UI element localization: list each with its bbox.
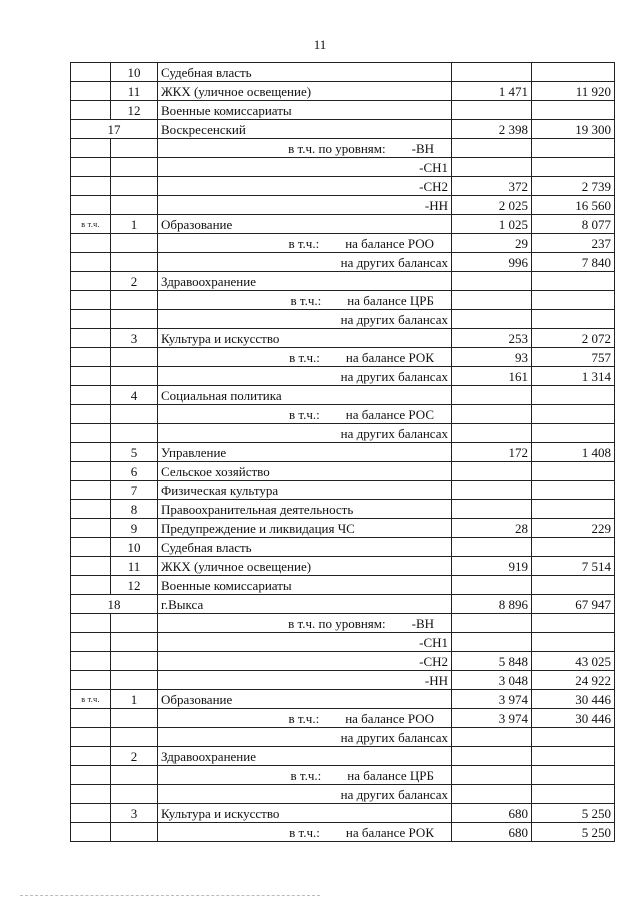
item-name-cell: Образование — [158, 215, 452, 234]
table-row — [71, 633, 615, 652]
value-cell-1: 3 048 — [452, 671, 532, 690]
subitem-label-cell: на других балансах — [158, 785, 452, 804]
subitem-prefix: в т.ч.: — [288, 710, 320, 726]
value-cell-1 — [452, 766, 532, 785]
value-cell-1: 3 974 — [452, 690, 532, 709]
value-cell-2: 30 446 — [532, 709, 615, 728]
marker-cell — [71, 158, 111, 177]
value-cell-2 — [532, 576, 615, 595]
marker-cell — [71, 804, 111, 823]
value-cell-2 — [532, 386, 615, 405]
marker-cell: в т.ч. — [71, 690, 111, 709]
table-row — [71, 405, 615, 424]
item-number-cell — [111, 766, 158, 785]
subitem-cell — [158, 405, 452, 424]
subitem-label-cell: -НН — [158, 196, 452, 215]
subitem-label-cell: -СН1 — [158, 158, 452, 177]
value-cell-1: 1 025 — [452, 215, 532, 234]
marker-cell — [71, 728, 111, 747]
item-number-cell — [111, 291, 158, 310]
value-cell-2: 1 408 — [532, 443, 615, 462]
value-cell-1 — [452, 310, 532, 329]
value-cell-1 — [452, 424, 532, 443]
subitem-label-cell: -СН2 — [158, 177, 452, 196]
item-name-cell: Военные комиссариаты — [158, 101, 452, 120]
table-row — [71, 519, 615, 538]
value-cell-2: 1 314 — [532, 367, 615, 386]
table-row — [71, 291, 615, 310]
item-number-cell: 2 — [111, 747, 158, 766]
item-number-cell — [111, 139, 158, 158]
table-row — [71, 101, 615, 120]
value-cell-2 — [532, 424, 615, 443]
marker-cell — [71, 63, 111, 82]
marker-cell — [71, 538, 111, 557]
value-cell-2: 2 739 — [532, 177, 615, 196]
subitem-prefix: в т.ч.: — [289, 406, 320, 422]
item-number-cell — [111, 709, 158, 728]
item-number-cell: 7 — [111, 481, 158, 500]
subitem-prefix: в т.ч.: — [289, 824, 320, 840]
table-row — [71, 253, 615, 272]
item-number-cell: 3 — [111, 329, 158, 348]
subitem-label-cell: на других балансах — [158, 310, 452, 329]
table-row — [71, 386, 615, 405]
value-cell-2: 19 300 — [532, 120, 615, 139]
item-number-cell: 3 — [111, 804, 158, 823]
item-number-cell: 9 — [111, 519, 158, 538]
subitem-prefix: в т.ч.: — [288, 235, 320, 251]
marker-cell — [71, 557, 111, 576]
value-cell-2: 8 077 — [532, 215, 615, 234]
table-row — [71, 329, 615, 348]
item-number-cell — [111, 253, 158, 272]
table-row — [71, 443, 615, 462]
marker-cell — [71, 253, 111, 272]
value-cell-2 — [532, 310, 615, 329]
subitem-cell — [158, 348, 452, 367]
table-row — [71, 690, 615, 709]
table-row — [71, 766, 615, 785]
subitem-label-cell: -НН — [158, 671, 452, 690]
subitem-label: на балансе РОС — [345, 406, 434, 422]
table-row — [71, 234, 615, 253]
budget-table — [70, 62, 615, 842]
table-row — [71, 177, 615, 196]
subitem-cell — [158, 139, 452, 158]
value-cell-1 — [452, 633, 532, 652]
marker-cell — [71, 823, 111, 842]
table-row — [71, 576, 615, 595]
marker-cell — [71, 139, 111, 158]
table-row — [71, 139, 615, 158]
table-row — [71, 671, 615, 690]
subitem-label: на балансе РОО — [345, 235, 434, 251]
item-name-cell: Физическая культура — [158, 481, 452, 500]
value-cell-1 — [452, 101, 532, 120]
value-cell-1: 680 — [452, 804, 532, 823]
table-row — [71, 614, 615, 633]
value-cell-2 — [532, 405, 615, 424]
item-number-cell: 10 — [111, 63, 158, 82]
value-cell-1: 29 — [452, 234, 532, 253]
table-row — [71, 595, 615, 614]
subitem-prefix: в т.ч.: — [290, 292, 322, 308]
table-row — [71, 310, 615, 329]
value-cell-1: 919 — [452, 557, 532, 576]
subitem-cell — [158, 766, 452, 785]
table-row — [71, 538, 615, 557]
item-number-cell: 1 — [111, 215, 158, 234]
marker-cell — [71, 177, 111, 196]
marker-cell — [71, 101, 111, 120]
marker-cell — [71, 785, 111, 804]
subitem-cell — [158, 614, 452, 633]
table-row — [71, 82, 615, 101]
item-name-cell: Сельское хозяйство — [158, 462, 452, 481]
value-cell-2 — [532, 291, 615, 310]
value-cell-2: 757 — [532, 348, 615, 367]
marker-cell — [71, 766, 111, 785]
value-cell-2 — [532, 747, 615, 766]
value-cell-1: 8 896 — [452, 595, 532, 614]
value-cell-1: 5 848 — [452, 652, 532, 671]
value-cell-2: 24 922 — [532, 671, 615, 690]
subitem-prefix: в т.ч.: — [289, 349, 320, 365]
item-number-cell — [111, 614, 158, 633]
item-name-cell: Судебная власть — [158, 538, 452, 557]
value-cell-2 — [532, 481, 615, 500]
table-row — [71, 158, 615, 177]
item-number-cell — [111, 177, 158, 196]
subitem-label: -ВН — [411, 615, 434, 631]
item-name-cell: ЖКХ (уличное освещение) — [158, 82, 452, 101]
marker-cell — [71, 652, 111, 671]
table-row — [71, 500, 615, 519]
value-cell-1 — [452, 576, 532, 595]
table-row — [71, 348, 615, 367]
table-row — [71, 823, 615, 842]
value-cell-1 — [452, 158, 532, 177]
value-cell-1 — [452, 500, 532, 519]
subitem-label-cell: на других балансах — [158, 367, 452, 386]
value-cell-2: 30 446 — [532, 690, 615, 709]
marker-cell — [71, 196, 111, 215]
subitem-prefix: в т.ч.: — [290, 767, 322, 783]
scan-edge-mark — [20, 895, 320, 898]
marker-cell — [71, 671, 111, 690]
item-number-cell — [111, 234, 158, 253]
item-number-cell: 10 — [111, 538, 158, 557]
item-number-cell: 1 — [111, 690, 158, 709]
marker-cell — [71, 443, 111, 462]
item-number-cell — [111, 728, 158, 747]
table-row — [71, 424, 615, 443]
value-cell-1 — [452, 139, 532, 158]
subitem-label: на балансе ЦРБ — [347, 767, 434, 783]
item-number-cell — [111, 196, 158, 215]
district-number-cell: 18 — [71, 595, 158, 614]
subitem-label: на балансе ЦРБ — [347, 292, 434, 308]
item-number-cell — [111, 158, 158, 177]
item-number-cell: 11 — [111, 557, 158, 576]
marker-cell — [71, 405, 111, 424]
value-cell-2: 237 — [532, 234, 615, 253]
subitem-label-cell: на других балансах — [158, 728, 452, 747]
subitem-label: на балансе РОК — [345, 824, 434, 840]
item-number-cell — [111, 310, 158, 329]
marker-cell — [71, 82, 111, 101]
value-cell-1 — [452, 462, 532, 481]
marker-cell — [71, 310, 111, 329]
value-cell-1: 253 — [452, 329, 532, 348]
table-row — [71, 728, 615, 747]
table-body — [71, 63, 615, 842]
subitem-label: -ВН — [411, 140, 434, 156]
value-cell-2 — [532, 614, 615, 633]
item-name-cell: Военные комиссариаты — [158, 576, 452, 595]
value-cell-1 — [452, 291, 532, 310]
item-number-cell: 2 — [111, 272, 158, 291]
item-name-cell: Судебная власть — [158, 63, 452, 82]
item-name-cell: Управление — [158, 443, 452, 462]
subitem-prefix: в т.ч. по уровням: — [288, 615, 386, 631]
subitem-label-cell: -СН1 — [158, 633, 452, 652]
value-cell-2 — [532, 63, 615, 82]
subitem-label-cell: -СН2 — [158, 652, 452, 671]
item-number-cell: 12 — [111, 101, 158, 120]
subitem-cell — [158, 291, 452, 310]
marker-cell — [71, 329, 111, 348]
item-number-cell: 4 — [111, 386, 158, 405]
table-row — [71, 481, 615, 500]
value-cell-2: 5 250 — [532, 823, 615, 842]
value-cell-1: 28 — [452, 519, 532, 538]
value-cell-1: 3 974 — [452, 709, 532, 728]
item-name-cell: Образование — [158, 690, 452, 709]
marker-cell — [71, 709, 111, 728]
value-cell-2 — [532, 633, 615, 652]
table-row — [71, 196, 615, 215]
marker-cell — [71, 234, 111, 253]
value-cell-1: 680 — [452, 823, 532, 842]
marker-cell — [71, 481, 111, 500]
value-cell-1 — [452, 63, 532, 82]
value-cell-1: 93 — [452, 348, 532, 367]
value-cell-1 — [452, 405, 532, 424]
value-cell-2: 11 920 — [532, 82, 615, 101]
item-number-cell — [111, 785, 158, 804]
value-cell-1 — [452, 614, 532, 633]
value-cell-2 — [532, 766, 615, 785]
item-number-cell — [111, 652, 158, 671]
marker-cell — [71, 500, 111, 519]
subitem-label: на балансе РОО — [345, 710, 434, 726]
value-cell-2 — [532, 158, 615, 177]
marker-cell — [71, 747, 111, 766]
item-name-cell: Правоохранительная деятельность — [158, 500, 452, 519]
subitem-label-cell: на других балансах — [158, 424, 452, 443]
value-cell-1: 2 025 — [452, 196, 532, 215]
table-row — [71, 272, 615, 291]
value-cell-2: 5 250 — [532, 804, 615, 823]
subitem-label: на балансе РОК — [345, 349, 434, 365]
value-cell-2 — [532, 272, 615, 291]
item-name-cell: Здравоохранение — [158, 272, 452, 291]
value-cell-1 — [452, 747, 532, 766]
subitem-prefix: в т.ч. по уровням: — [288, 140, 386, 156]
table-row — [71, 785, 615, 804]
value-cell-2 — [532, 785, 615, 804]
table-row — [71, 709, 615, 728]
item-number-cell — [111, 424, 158, 443]
value-cell-2 — [532, 462, 615, 481]
value-cell-1: 372 — [452, 177, 532, 196]
marker-cell — [71, 348, 111, 367]
value-cell-2 — [532, 728, 615, 747]
table-row — [71, 215, 615, 234]
subitem-cell — [158, 823, 452, 842]
item-name-cell: Культура и искусство — [158, 804, 452, 823]
item-number-cell: 8 — [111, 500, 158, 519]
item-number-cell — [111, 671, 158, 690]
marker-cell — [71, 272, 111, 291]
value-cell-1: 1 471 — [452, 82, 532, 101]
item-number-cell — [111, 405, 158, 424]
table-row — [71, 120, 615, 139]
value-cell-1 — [452, 272, 532, 291]
item-name-cell: ЖКХ (уличное освещение) — [158, 557, 452, 576]
value-cell-2: 7 840 — [532, 253, 615, 272]
district-name-cell: Воскресенский — [158, 120, 452, 139]
table-row — [71, 747, 615, 766]
page-number: 11 — [313, 37, 327, 52]
item-number-cell: 11 — [111, 82, 158, 101]
value-cell-2: 16 560 — [532, 196, 615, 215]
value-cell-1: 172 — [452, 443, 532, 462]
marker-cell: в т.ч. — [71, 215, 111, 234]
value-cell-2 — [532, 500, 615, 519]
item-number-cell — [111, 633, 158, 652]
marker-cell — [71, 576, 111, 595]
value-cell-1: 2 398 — [452, 120, 532, 139]
item-name-cell: Здравоохранение — [158, 747, 452, 766]
value-cell-2: 2 072 — [532, 329, 615, 348]
value-cell-2: 229 — [532, 519, 615, 538]
table-row — [71, 462, 615, 481]
item-number-cell — [111, 367, 158, 386]
item-number-cell — [111, 348, 158, 367]
value-cell-2 — [532, 538, 615, 557]
district-number-cell: 17 — [71, 120, 158, 139]
item-name-cell: Социальная политика — [158, 386, 452, 405]
value-cell-1: 996 — [452, 253, 532, 272]
marker-cell — [71, 633, 111, 652]
marker-cell — [71, 519, 111, 538]
subitem-label-cell: на других балансах — [158, 253, 452, 272]
value-cell-1: 161 — [452, 367, 532, 386]
item-number-cell — [111, 823, 158, 842]
table-row — [71, 652, 615, 671]
table-row — [71, 367, 615, 386]
item-name-cell: Предупреждение и ликвидация ЧС — [158, 519, 452, 538]
table-row — [71, 557, 615, 576]
value-cell-2: 7 514 — [532, 557, 615, 576]
value-cell-2 — [532, 139, 615, 158]
marker-cell — [71, 291, 111, 310]
district-name-cell: г.Выкса — [158, 595, 452, 614]
value-cell-2: 43 025 — [532, 652, 615, 671]
marker-cell — [71, 462, 111, 481]
value-cell-1 — [452, 481, 532, 500]
value-cell-2: 67 947 — [532, 595, 615, 614]
value-cell-1 — [452, 785, 532, 804]
subitem-cell — [158, 234, 452, 253]
marker-cell — [71, 386, 111, 405]
marker-cell — [71, 614, 111, 633]
value-cell-1 — [452, 728, 532, 747]
marker-cell — [71, 424, 111, 443]
item-number-cell: 12 — [111, 576, 158, 595]
item-number-cell: 5 — [111, 443, 158, 462]
table-row — [71, 804, 615, 823]
value-cell-2 — [532, 101, 615, 120]
marker-cell — [71, 367, 111, 386]
subitem-cell — [158, 709, 452, 728]
table-row — [71, 63, 615, 82]
item-name-cell: Культура и искусство — [158, 329, 452, 348]
value-cell-1 — [452, 386, 532, 405]
item-number-cell: 6 — [111, 462, 158, 481]
value-cell-1 — [452, 538, 532, 557]
